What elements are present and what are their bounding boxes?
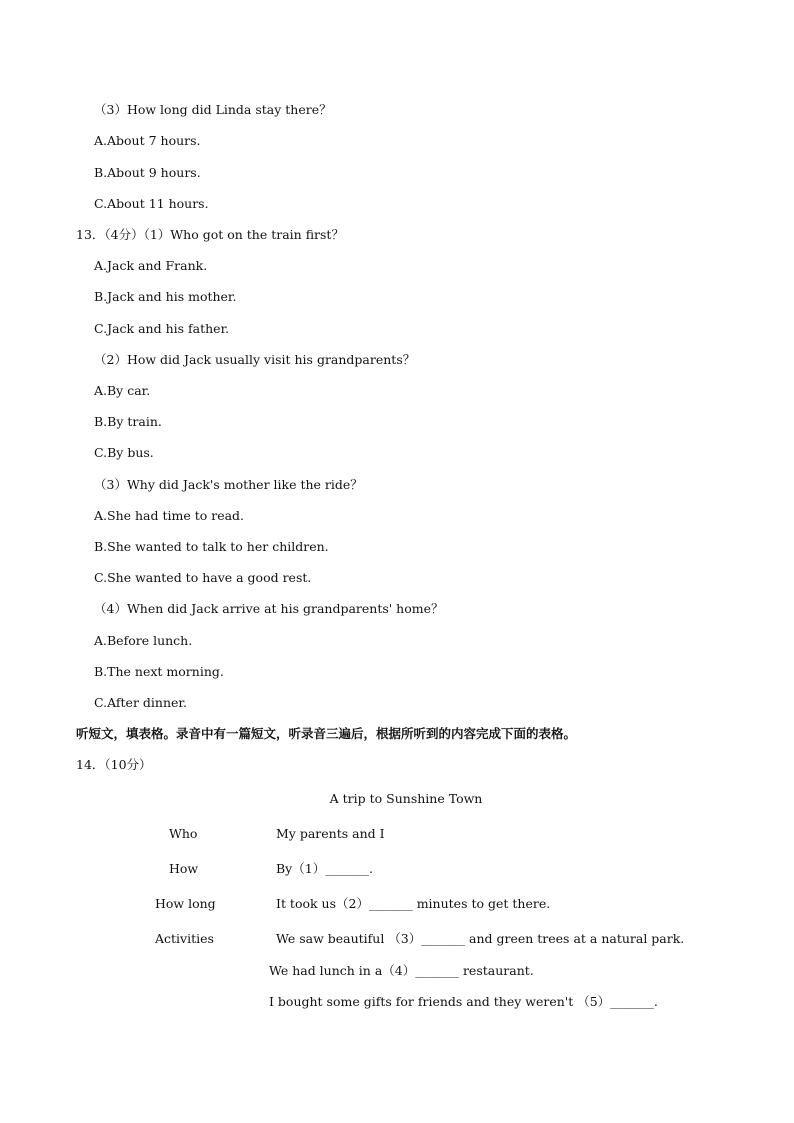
q14-extra-line-2: I bought some gifts for friends and they weren't （5）_______. — [269, 994, 658, 1009]
q13-p2-question: （2）How did Jack usually visit his grandparents？ — [94, 352, 416, 367]
q14-row-label-how: How — [169, 861, 199, 876]
q13-p3-option-c: C.She wanted to have a good rest. — [94, 570, 312, 585]
q12-part3-option-c: C.About 11 hours. — [94, 196, 209, 211]
q13-p1-option-a: A.Jack and Frank. — [94, 258, 208, 273]
q14-row-label-how-long: How long — [155, 896, 216, 911]
q14-row-value-who: My parents and I — [276, 826, 385, 841]
q13-p4-option-c: C.After dinner. — [94, 695, 187, 710]
q13-p3-question: （3）Why did Jack's mother like the ride？ — [94, 477, 363, 492]
q13-p3-option-b: B.She wanted to talk to her children. — [94, 539, 329, 554]
q14-header: 14．（10分） — [76, 757, 152, 772]
q13-p2-option-a: A.By car. — [94, 383, 151, 398]
section-instruction: 听短文，填表格。录音中有一篇短文，听录音三遍后，根据所听到的内容完成下面的表格。 — [76, 726, 577, 741]
q13-header: 13．（4分）（1）Who got on the train first？ — [76, 227, 344, 242]
q13-p4-option-a: A.Before lunch. — [94, 633, 193, 648]
q14-row-label-who: Who — [169, 826, 198, 841]
q14-table-title: A trip to Sunshine Town — [329, 791, 483, 806]
q13-p1-option-b: B.Jack and his mother. — [94, 289, 237, 304]
q14-row-value-how-long: It took us（2）_______ minutes to get there. — [276, 896, 551, 911]
q13-p2-option-c: C.By bus. — [94, 445, 154, 460]
q14-row-value-how: By（1）_______. — [276, 861, 373, 876]
q14-row-label-activities: Activities — [155, 931, 214, 946]
q12-part3-question: （3）How long did Linda stay there？ — [94, 102, 332, 117]
q13-p4-option-b: B.The next morning. — [94, 664, 224, 679]
q14-row-value-activities: We saw beautiful （3）_______ and green trees at a natural park. — [276, 931, 685, 946]
q12-part3-option-b: B.About 9 hours. — [94, 165, 201, 180]
q13-p1-option-c: C.Jack and his father. — [94, 321, 230, 336]
q14-extra-line-1: We had lunch in a（4）_______ restaurant. — [269, 963, 534, 978]
q13-p3-option-a: A.She had time to read. — [94, 508, 245, 523]
q13-p4-question: （4）When did Jack arrive at his grandparents' home？ — [94, 601, 444, 616]
q12-part3-option-a: A.About 7 hours. — [94, 133, 201, 148]
q13-p2-option-b: B.By train. — [94, 414, 162, 429]
